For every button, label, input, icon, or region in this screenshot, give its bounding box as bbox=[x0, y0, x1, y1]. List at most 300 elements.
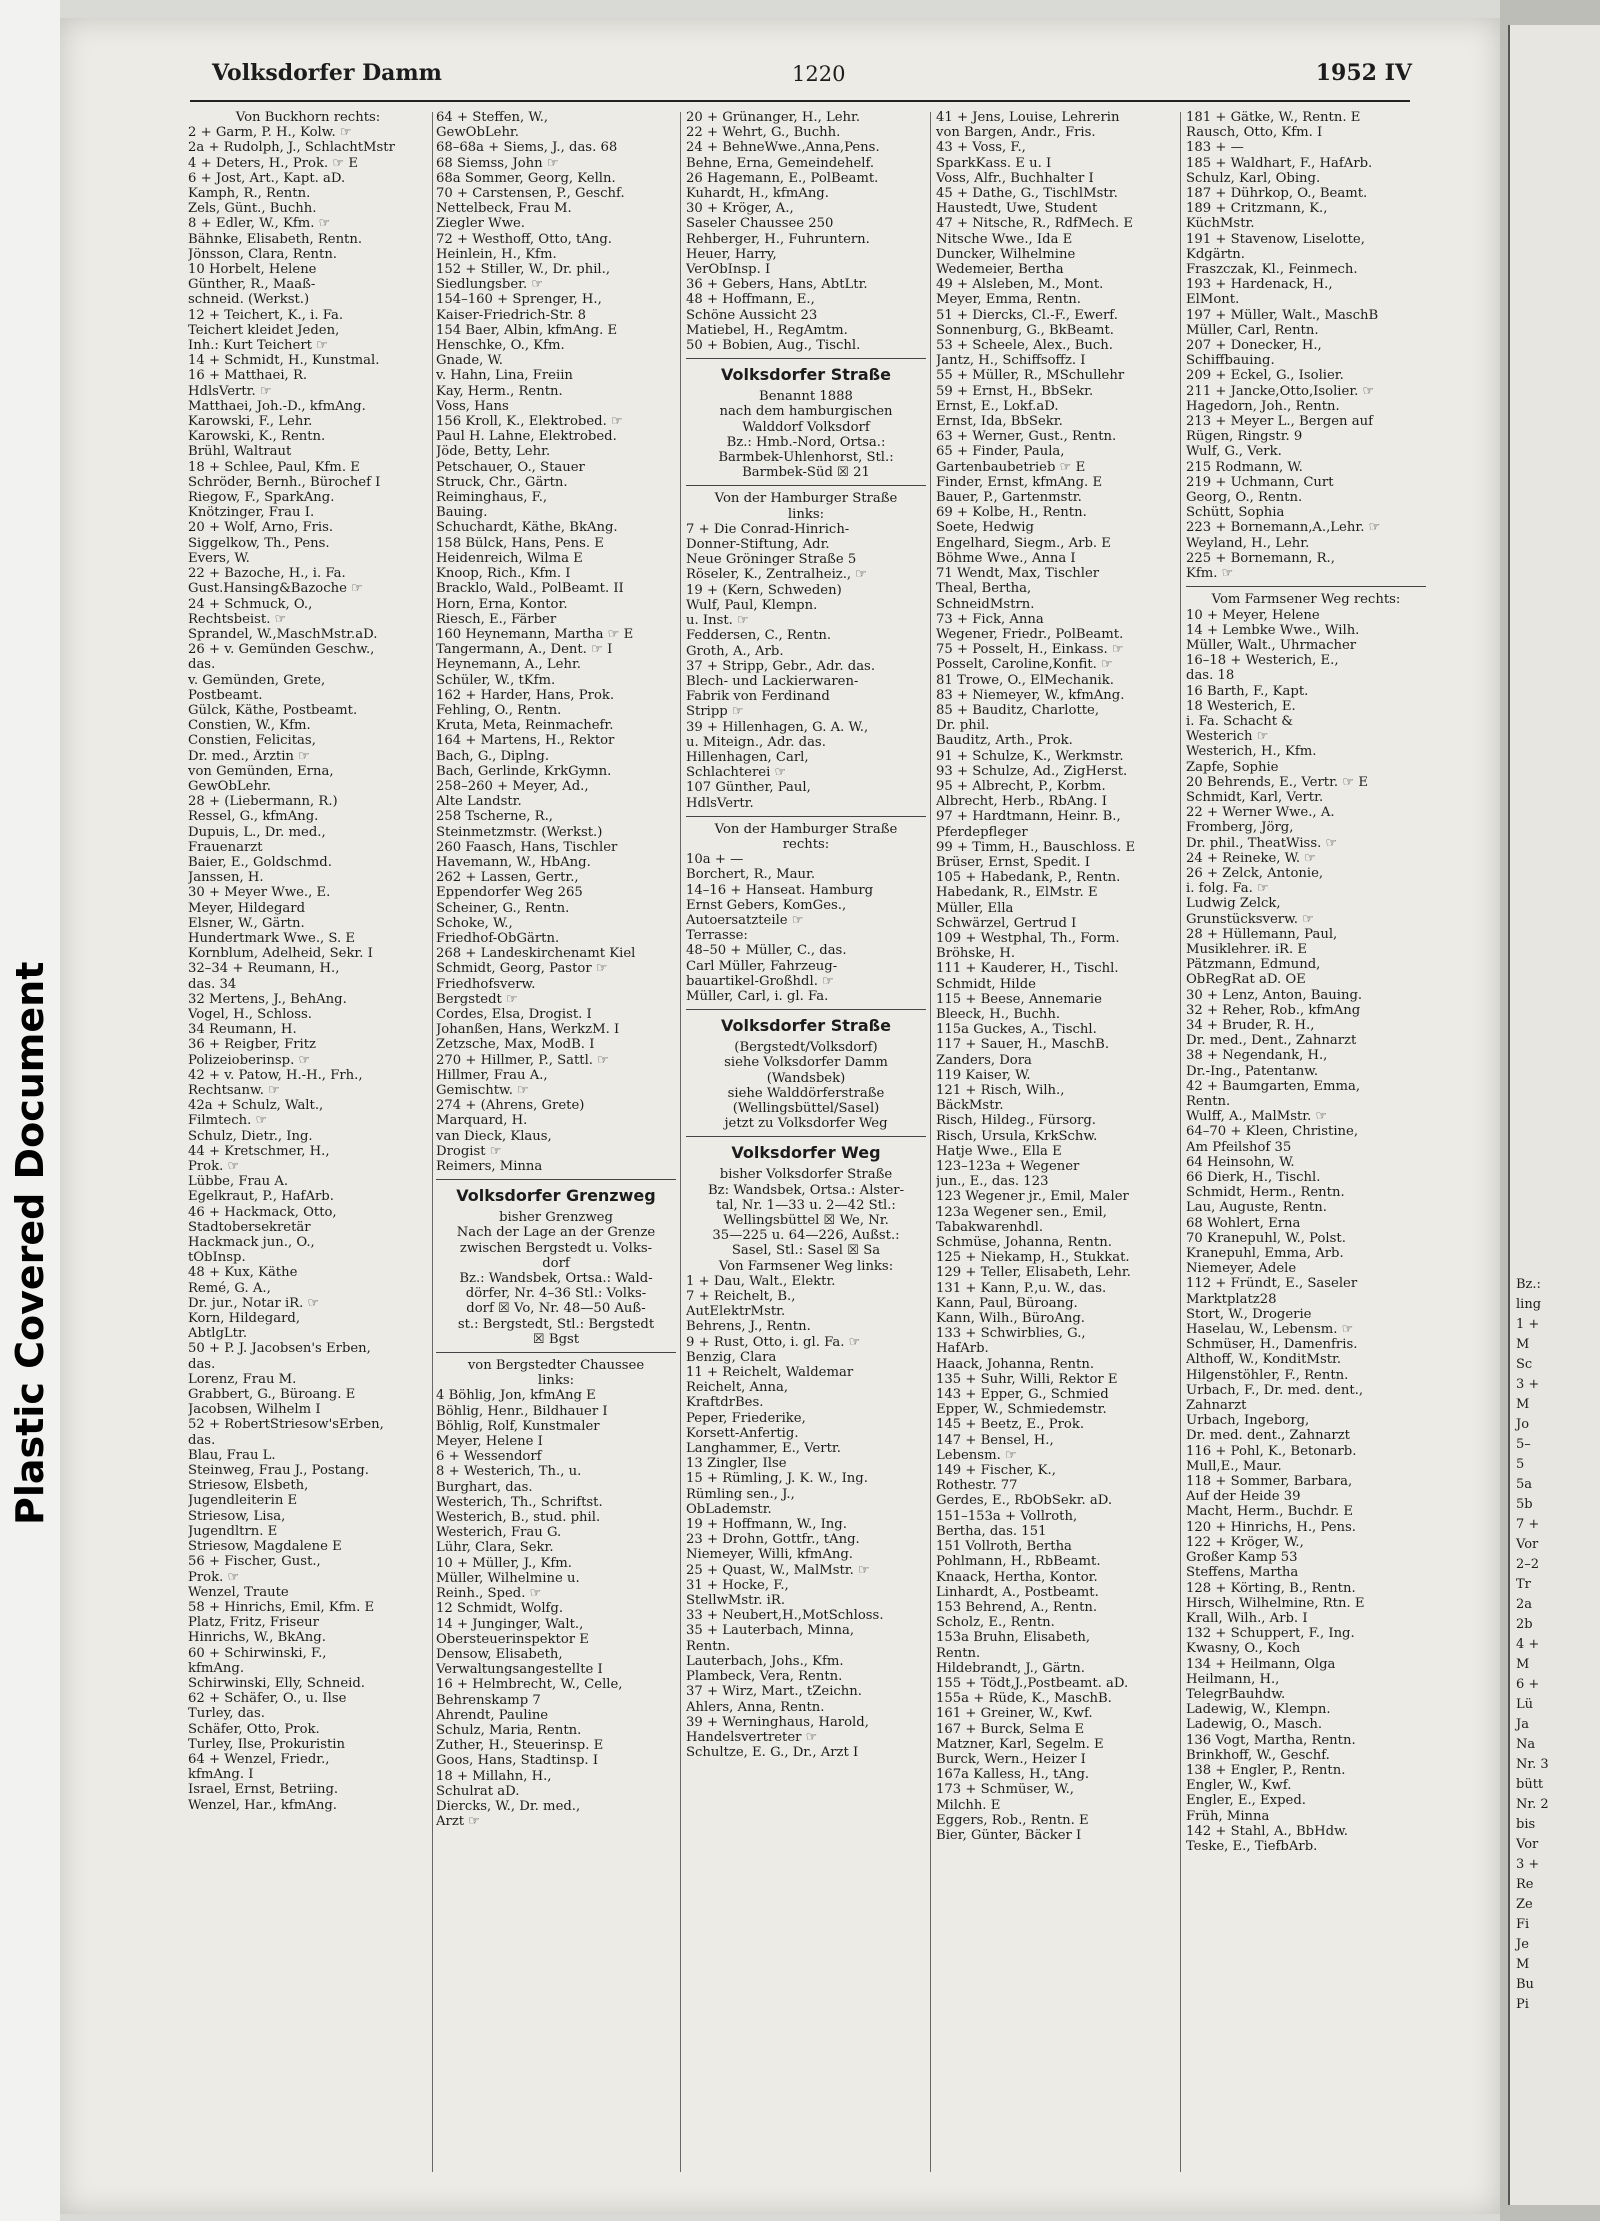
directory-entry: 64 + Wenzel, Friedr., bbox=[188, 1751, 330, 1767]
directory-entry: 134 + Heilmann, Olga bbox=[1186, 1656, 1336, 1672]
directory-entry: Remé, G. A., bbox=[188, 1280, 271, 1296]
directory-entry: 131 + Kann, P.,u. W., das. bbox=[936, 1280, 1107, 1296]
directory-entry: Voss, Hans bbox=[436, 398, 509, 414]
directory-entry: 85 + Bauditz, Charlotte, bbox=[936, 702, 1100, 718]
directory-entry: Gemischtw. ☞ bbox=[436, 1083, 529, 1098]
directory-entry: 2a + Rudolph, J., SchlachtMstr bbox=[188, 140, 395, 156]
directory-entry: 26 + v. Gemünden Geschw., bbox=[188, 642, 375, 658]
directory-entry: Dr. med., Dent., Zahnarzt bbox=[1186, 1033, 1357, 1049]
directory-entry: Gartenbaubetrieb ☞ E bbox=[936, 459, 1086, 475]
directory-entry: Engler, E., Exped. bbox=[1186, 1793, 1306, 1809]
directory-entry: 10 Horbelt, Helene bbox=[188, 262, 317, 278]
directory-entry: Schäfer, Otto, Prok. bbox=[188, 1721, 320, 1737]
street-note: nach dem hamburgischen bbox=[719, 404, 893, 420]
directory-entry: 152 + Stiller, W., Dr. phil., bbox=[436, 262, 611, 278]
directory-entry: HdlsVertr. bbox=[686, 795, 754, 811]
directory-entry: 48–50 + Müller, C., das. bbox=[686, 943, 847, 959]
directory-entry: Haustedt, Uwe, Student bbox=[936, 201, 1098, 217]
directory-entry: 135 + Suhr, Willi, Rektor E bbox=[936, 1371, 1118, 1387]
street-heading: Volksdorfer Straße bbox=[721, 365, 891, 385]
directory-entry: Musiklehrer. iR. E bbox=[1186, 941, 1307, 957]
directory-entry: 34 Reumann, H. bbox=[188, 1022, 297, 1038]
directory-entry: Ernst, Ida, BbSekr. bbox=[936, 414, 1063, 430]
directory-entry: 32 + Reher, Rob., kfmAng bbox=[1186, 1002, 1361, 1018]
directory-entry: van Dieck, Klaus, bbox=[436, 1128, 552, 1144]
directory-entry: 68a Sommer, Georg, Kelln. bbox=[436, 170, 616, 186]
directory-entry: 10a + — bbox=[686, 852, 744, 868]
directory-entry: Benzig, Clara bbox=[686, 1349, 777, 1365]
directory-entry: 11 + Reichelt, Waldemar bbox=[686, 1365, 854, 1381]
directory-entry: Matzner, Karl, Segelm. E bbox=[936, 1736, 1104, 1752]
street-note: Sasel, Stl.: Sasel ☒ Sa bbox=[731, 1243, 881, 1259]
directory-entry: Kann, Paul, Büroang. bbox=[936, 1295, 1078, 1311]
directory-entry: Heidenreich, Wilma E bbox=[436, 550, 583, 566]
directory-entry: v. Gemünden, Grete, bbox=[188, 672, 326, 688]
edge-fragment: Jo bbox=[1516, 1417, 1530, 1432]
directory-entry: Müller, Walt., Uhrmacher bbox=[1186, 637, 1357, 653]
directory-entry: Schmüser, H., Damenfris. bbox=[1186, 1337, 1358, 1353]
street-note: tal, Nr. 1—33 u. 2—42 Stl.: bbox=[716, 1197, 896, 1213]
directory-entry: kfmAng. I bbox=[188, 1767, 254, 1783]
directory-entry: 161 + Greiner, W., Kwf. bbox=[936, 1706, 1093, 1722]
directory-entry: Behrenskamp 7 bbox=[436, 1692, 541, 1708]
directory-entry: 215 Rodmann, W. bbox=[1186, 459, 1303, 475]
directory-entry: Schmüse, Johanna, Rentn. bbox=[936, 1235, 1112, 1251]
directory-entry: 136 Vogt, Martha, Rentn. bbox=[1186, 1732, 1356, 1748]
directory-entry: 193 + Hardenack, H., bbox=[1186, 277, 1333, 293]
directory-entry: Jugendltrn. E bbox=[188, 1523, 278, 1539]
directory-entry: Müller, Carl, i. gl. Fa. bbox=[686, 988, 829, 1004]
directory-entry: Marquard, H. bbox=[436, 1113, 528, 1129]
directory-entry: 122 + Kröger, W., bbox=[1186, 1534, 1304, 1550]
directory-entry: Schröder, Bernh., Bürochef I bbox=[188, 474, 381, 490]
directory-column-3 bbox=[686, 110, 926, 2170]
directory-entry: 112 + Fründt, E., Saseler bbox=[1186, 1276, 1358, 1292]
directory-entry: Autoersatzteile ☞ bbox=[686, 912, 804, 928]
directory-entry: Jönsson, Clara, Rentn. bbox=[188, 246, 338, 262]
directory-entry: Siggelkow, Th., Pens. bbox=[188, 535, 330, 551]
directory-entry: Ernst, E., Lokf.aD. bbox=[936, 398, 1059, 414]
edge-fragment: 5 bbox=[1516, 1457, 1525, 1472]
directory-entry: 24 + Reineke, W. ☞ bbox=[1186, 850, 1317, 866]
directory-entry: Friedhofsverw. bbox=[436, 976, 536, 992]
directory-entry: Krall, Wilh., Arb. I bbox=[1186, 1610, 1308, 1626]
directory-entry: Schiffbauing. bbox=[1186, 353, 1275, 369]
directory-entry: Knötzinger, Frau I. bbox=[188, 505, 315, 521]
street-note: bisher Volksdorfer Straße bbox=[719, 1167, 893, 1183]
directory-entry: 133 + Schwirblies, G., bbox=[936, 1326, 1086, 1342]
column-divider bbox=[1180, 112, 1181, 2172]
directory-entry: ElMont. bbox=[1186, 292, 1240, 308]
directory-entry: 116 + Pohl, K., Betonarb. bbox=[1186, 1443, 1357, 1459]
directory-entry: Meyer, Helene I bbox=[436, 1434, 543, 1450]
directory-entry: Schulz, Dietr., Ing. bbox=[188, 1128, 313, 1144]
directory-entry: 123a Wegener sen., Emil, bbox=[936, 1204, 1107, 1220]
directory-entry: 99 + Timm, H., Bauschloss. E bbox=[936, 839, 1136, 855]
directory-entry: ObRegRat aD. OE bbox=[1186, 972, 1306, 988]
directory-entry: ObLademstr. bbox=[686, 1501, 772, 1517]
directory-entry: Korsett-Anfertig. bbox=[686, 1425, 799, 1441]
directory-entry: Voss, Alfr., Buchhalter I bbox=[936, 170, 1094, 186]
edge-fragment: bis bbox=[1516, 1817, 1536, 1832]
directory-entry: 47 + Nitsche, R., RdfMech. E bbox=[936, 216, 1134, 232]
street-note: Bz.: Wandsbek, Ortsa.: Wald- bbox=[459, 1271, 653, 1287]
directory-entry: Alte Landstr. bbox=[436, 794, 522, 810]
directory-entry: 119 Kaiser, W. bbox=[936, 1067, 1031, 1083]
directory-entry: Heilmann, H., bbox=[1186, 1671, 1280, 1687]
directory-entry: GewObLehr. bbox=[436, 125, 519, 141]
street-note: bisher Grenzweg bbox=[499, 1210, 613, 1226]
directory-entry: Riegow, F., SparkAng. bbox=[188, 490, 335, 506]
directory-entry: Fromberg, Jörg, bbox=[1186, 820, 1294, 836]
directory-entry: Havemann, W., HbAng. bbox=[436, 854, 591, 870]
directory-entry: Johanßen, Hans, WerkzM. I bbox=[436, 1022, 620, 1038]
directory-entry: Goos, Hans, Stadtinsp. I bbox=[436, 1753, 599, 1769]
directory-entry: Duncker, Wilhelmine bbox=[936, 246, 1076, 262]
directory-entry: 262 + Lassen, Gertr., bbox=[436, 870, 579, 886]
directory-entry: 45 + Dathe, G., TischlMstr. bbox=[936, 186, 1118, 202]
edge-fragment: 5b bbox=[1516, 1497, 1533, 1512]
directory-entry: Epper, W., Schmiedemstr. bbox=[936, 1402, 1107, 1418]
directory-entry: 123–123a + Wegener bbox=[936, 1159, 1080, 1175]
directory-entry: 151 Vollroth, Bertha bbox=[936, 1539, 1072, 1555]
directory-entry: 185 + Waldhart, F., HafArb. bbox=[1186, 155, 1373, 171]
directory-entry: Ernst Gebers, KomGes., bbox=[686, 897, 847, 913]
directory-entry: Egelkraut, P., HafArb. bbox=[188, 1189, 334, 1205]
section-rule bbox=[686, 358, 926, 359]
directory-entry: Steinweg, Frau J., Postang. bbox=[188, 1463, 369, 1479]
edge-fragment: 5– bbox=[1516, 1437, 1531, 1452]
directory-entry: Kdgärtn. bbox=[1186, 246, 1245, 262]
directory-entry: Heuer, Harry, bbox=[686, 246, 777, 262]
directory-entry: Arzt ☞ bbox=[436, 1814, 481, 1830]
directory-entry: 225 + Bornemann, R., bbox=[1186, 550, 1335, 566]
directory-entry: 13 Zingler, Ilse bbox=[686, 1456, 787, 1472]
directory-entry: Hinrichs, W., BkAng. bbox=[188, 1630, 326, 1646]
street-note: Von Buckhorn rechts: bbox=[235, 110, 381, 125]
directory-entry: 95 + Albrecht, P., Korbm. bbox=[936, 778, 1106, 794]
directory-entry: SparkKass. E u. I bbox=[936, 155, 1052, 171]
directory-entry: Brühl, Waltraut bbox=[188, 444, 292, 460]
directory-entry: 6 + Wessendorf bbox=[436, 1449, 542, 1465]
directory-entry: StellwMstr. iR. bbox=[686, 1593, 786, 1609]
directory-entry: Pätzmann, Edmund, bbox=[1186, 957, 1321, 973]
directory-entry: Lühr, Clara, Sekr. bbox=[436, 1540, 554, 1556]
street-note: jetzt zu Volksdorfer Weg bbox=[724, 1116, 888, 1132]
directory-entry: Ahrendt, Pauline bbox=[436, 1707, 549, 1723]
directory-entry: Bauing. bbox=[436, 505, 488, 521]
directory-entry: Müller, Carl, Rentn. bbox=[1186, 322, 1319, 338]
street-note: dorf ☒ Vo, Nr. 48—50 Auß- bbox=[466, 1301, 646, 1317]
street-note: dorf bbox=[542, 1255, 570, 1271]
directory-entry: Auf der Heide 39 bbox=[1186, 1489, 1301, 1505]
directory-entry: Theal, Bertha, bbox=[936, 581, 1032, 597]
directory-entry: 117 + Sauer, H., MaschB. bbox=[936, 1037, 1110, 1053]
directory-entry: 36 + Gebers, Hans, AbtLtr. bbox=[686, 277, 868, 293]
directory-entry: 118 + Sommer, Barbara, bbox=[1186, 1474, 1353, 1490]
directory-entry: Bertha, das. 151 bbox=[936, 1523, 1047, 1539]
directory-entry: tObInsp. bbox=[188, 1250, 246, 1266]
directory-entry: Westerich, H., Kfm. bbox=[1186, 744, 1317, 760]
directory-entry: Rügen, Ringstr. 9 bbox=[1186, 429, 1303, 445]
directory-entry: Milchh. E bbox=[936, 1797, 1001, 1813]
directory-entry: 223 + Bornemann,A.,Lehr. ☞ bbox=[1186, 520, 1381, 536]
directory-entry: Kaiser-Friedrich-Str. 8 bbox=[436, 307, 586, 323]
directory-entry: 19 + Hoffmann, W., Ing. bbox=[686, 1517, 847, 1533]
directory-entry: 153a Bruhn, Elisabeth, bbox=[936, 1630, 1091, 1646]
directory-entry: 270 + Hillmer, P., Sattl. ☞ bbox=[436, 1052, 609, 1068]
directory-entry: Böhme Wwe., Anna I bbox=[936, 550, 1076, 566]
column-divider bbox=[432, 112, 433, 2172]
directory-entry: 207 + Donecker, H., bbox=[1186, 338, 1322, 354]
edge-fragment: Ze bbox=[1516, 1897, 1533, 1912]
directory-entry: Schultze, E. G., Dr., Arzt I bbox=[686, 1745, 859, 1761]
street-note: Wellingsbüttel ☒ We, Nr. bbox=[723, 1213, 889, 1228]
column-divider bbox=[930, 112, 931, 2172]
directory-entry: Schwärzel, Gertrud I bbox=[936, 915, 1077, 931]
section-rule bbox=[686, 485, 926, 486]
directory-entry: Bach, G., Diplng. bbox=[436, 748, 550, 764]
directory-entry: 22 + Werner Wwe., A. bbox=[1186, 805, 1335, 821]
section-rule bbox=[436, 1352, 676, 1353]
street-note: Bz.: Hmb.-Nord, Ortsa.: bbox=[726, 434, 886, 450]
directory-entry: Hatje Wwe., Ella E bbox=[936, 1143, 1062, 1159]
directory-entry: 34 + Bruder, R. H., bbox=[1186, 1017, 1315, 1033]
directory-entry: das. bbox=[188, 1432, 216, 1448]
street-note: von Bergstedter Chaussee bbox=[467, 1358, 645, 1374]
edge-fragment: 3 + bbox=[1516, 1377, 1540, 1392]
directory-entry: Teichert kleidet Jeden, bbox=[188, 322, 340, 338]
directory-entry: bauartikel-Großhdl. ☞ bbox=[686, 973, 834, 989]
directory-entry: 162 + Harder, Hans, Prok. bbox=[436, 687, 615, 703]
directory-entry: Donner-Stiftung, Adr. bbox=[686, 537, 830, 553]
directory-entry: HdlsVertr. ☞ bbox=[188, 383, 272, 399]
directory-entry: Habedank, R., ElMstr. E bbox=[936, 885, 1098, 901]
directory-entry: Jöde, Betty, Lehr. bbox=[436, 444, 551, 460]
street-note: siehe Volksdorfer Damm bbox=[724, 1055, 888, 1071]
directory-entry: Reinh., Sped. ☞ bbox=[436, 1586, 542, 1602]
directory-entry: Dr. phil. bbox=[936, 718, 990, 734]
directory-entry: Kay, Herm., Rentn. bbox=[436, 383, 563, 399]
directory-entry: Bröhske, H. bbox=[936, 946, 1016, 962]
directory-entry: KüchMstr. bbox=[1186, 216, 1255, 232]
directory-entry: 46 + Hackmack, Otto, bbox=[188, 1204, 337, 1220]
directory-entry: 154 Baer, Albin, kfmAng. E bbox=[436, 322, 618, 338]
directory-entry: Risch, Hildeg., Fürsorg. bbox=[936, 1113, 1096, 1129]
directory-entry: Niemeyer, Willi, kfmAng. bbox=[686, 1547, 853, 1563]
directory-entry: Schmidt, Karl, Vertr. bbox=[1186, 789, 1324, 805]
directory-entry: BäckMstr. bbox=[936, 1098, 1004, 1114]
directory-entry: Korn, Hildegard, bbox=[188, 1311, 301, 1327]
directory-column-1 bbox=[188, 110, 428, 2170]
directory-entry: 20 + Wolf, Arno, Fris. bbox=[188, 520, 334, 536]
directory-entry: Behne, Erna, Gemeindehelf. bbox=[686, 155, 875, 171]
directory-entry: 9 + Rust, Otto, i. gl. Fa. ☞ bbox=[686, 1334, 861, 1350]
directory-entry: 35 + Lauterbach, Minna, bbox=[686, 1623, 855, 1639]
directory-entry: jun., E., das. 123 bbox=[936, 1174, 1049, 1190]
directory-entry: 20 Behrends, E., Vertr. ☞ E bbox=[1186, 774, 1368, 790]
directory-entry: Rentn. bbox=[686, 1638, 731, 1654]
directory-entry: Lau, Auguste, Rentn. bbox=[1186, 1200, 1327, 1216]
edge-fragment: 2b bbox=[1516, 1617, 1533, 1632]
directory-entry: 32 Mertens, J., BehAng. bbox=[188, 991, 347, 1007]
directory-entry: Peper, Friederike, bbox=[686, 1410, 806, 1426]
directory-entry: 7 + Die Conrad-Hinrich- bbox=[686, 521, 850, 537]
directory-entry: 132 + Schuppert, F., Ing. bbox=[1186, 1626, 1355, 1642]
directory-entry: 22 + Bazoche, H., i. Fa. bbox=[188, 566, 346, 582]
directory-entry: Fabrik von Ferdinand bbox=[686, 689, 830, 705]
directory-entry: 33 + Neubert,H.,MotSchloss. bbox=[686, 1608, 884, 1624]
directory-entry: Rümling sen., J., bbox=[686, 1486, 795, 1502]
directory-entry: Friedhof-ObGärtn. bbox=[436, 930, 560, 946]
directory-entry: Postbeamt. bbox=[188, 687, 263, 703]
directory-entry: 111 + Kauderer, H., Tischl. bbox=[936, 961, 1119, 977]
directory-entry: 66 Dierk, H., Tischl. bbox=[1186, 1170, 1321, 1186]
directory-entry: Evers, W. bbox=[188, 550, 250, 566]
street-note: Benannt 1888 bbox=[759, 389, 853, 405]
edge-fragment: 7 + bbox=[1516, 1517, 1540, 1532]
directory-entry: Ahlers, Anna, Rentn. bbox=[686, 1699, 825, 1715]
directory-entry: 145 + Beetz, E., Prok. bbox=[936, 1417, 1085, 1433]
directory-entry: Schlachterei ☞ bbox=[686, 765, 787, 781]
directory-entry: 12 + Teichert, K., i. Fa. bbox=[188, 307, 344, 323]
directory-entry: 24 + BehneWwe.,Anna,Pens. bbox=[686, 140, 880, 156]
directory-entry: Blau, Frau L. bbox=[188, 1447, 276, 1463]
directory-entry: Ladewig, O., Masch. bbox=[1186, 1717, 1323, 1733]
directory-entry: 154–160 + Sprenger, H., bbox=[436, 292, 602, 308]
street-heading: Volksdorfer Weg bbox=[731, 1143, 881, 1163]
directory-entry: 30 + Lenz, Anton, Bauing. bbox=[1186, 987, 1363, 1003]
directory-entry: Saseler Chaussee 250 bbox=[686, 216, 834, 232]
directory-entry: das. 34 bbox=[188, 976, 237, 992]
directory-entry: 120 + Hinrichs, H., Pens. bbox=[1186, 1519, 1356, 1535]
directory-entry: 43 + Voss, F., bbox=[936, 140, 1026, 156]
directory-entry: 32–34 + Reumann, H., bbox=[188, 961, 340, 977]
street-note: Bz: Wandsbek, Ortsa.: Alster- bbox=[707, 1182, 905, 1198]
directory-entry: Matiebel, H., RegAmtm. bbox=[686, 322, 848, 338]
directory-entry: GewObLehr. bbox=[188, 778, 271, 794]
directory-entry: Schulz, Karl, Obing. bbox=[1186, 170, 1321, 186]
directory-entry: 64–70 + Kleen, Christine, bbox=[1186, 1124, 1359, 1140]
directory-entry: 28 + Hüllemann, Paul, bbox=[1186, 926, 1338, 942]
directory-entry: Reichelt, Anna, bbox=[686, 1380, 789, 1396]
directory-entry: Risch, Ursula, KrkSchw. bbox=[936, 1128, 1098, 1144]
directory-entry: Karowski, K., Rentn. bbox=[188, 429, 326, 445]
directory-entry: Ladewig, W., Klempn. bbox=[1186, 1702, 1331, 1718]
directory-entry: Lübbe, Frau A. bbox=[188, 1174, 289, 1190]
street-note: ☒ Bgst bbox=[532, 1331, 580, 1347]
directory-entry: 12 Schmidt, Wolfg. bbox=[436, 1601, 564, 1617]
street-note: Vom Farmsener Weg rechts: bbox=[1211, 592, 1401, 608]
directory-entry: Bergstedt ☞ bbox=[436, 991, 518, 1007]
directory-entry: Constien, Felicitas, bbox=[188, 733, 316, 749]
directory-entry: das. 18 bbox=[1186, 668, 1235, 684]
directory-entry: Densow, Elisabeth, bbox=[436, 1646, 563, 1662]
directory-entry: Zuther, H., Steuerinsp. E bbox=[436, 1738, 604, 1754]
directory-entry: Bleeck, H., Buchh. bbox=[936, 1006, 1061, 1022]
directory-entry: Inh.: Kurt Teichert ☞ bbox=[188, 338, 328, 354]
directory-entry: 51 + Diercks, Cl.-F., Ewerf. bbox=[936, 307, 1118, 323]
directory-entry: Engler, W., Kwf. bbox=[1186, 1778, 1292, 1794]
directory-entry: TelegrBauhdw. bbox=[1186, 1686, 1286, 1702]
directory-entry: 164 + Martens, H., Rektor bbox=[436, 733, 615, 749]
directory-entry: Schmidt, Herm., Rentn. bbox=[1186, 1185, 1345, 1201]
directory-entry: Wegener, Friedr., PolBeamt. bbox=[936, 626, 1124, 642]
directory-entry: Henschke, O., Kfm. bbox=[436, 338, 565, 354]
directory-entry: Posselt, Caroline,Konfit. ☞ bbox=[936, 657, 1113, 673]
edge-fragment: Na bbox=[1516, 1737, 1536, 1752]
directory-entry: 14–16 + Hanseat. Hamburg bbox=[686, 882, 874, 898]
directory-column-4 bbox=[936, 110, 1176, 2170]
directory-entry: Wulf, Paul, Klempn. bbox=[686, 597, 818, 613]
page-header bbox=[212, 60, 1412, 94]
directory-entry: Prok. ☞ bbox=[188, 1569, 240, 1585]
directory-entry: 197 + Müller, Walt., MaschB bbox=[1186, 307, 1379, 323]
directory-entry: Kfm. ☞ bbox=[1186, 566, 1234, 582]
directory-entry: 91 + Schulze, K., Werkmstr. bbox=[936, 748, 1124, 764]
edge-fragment: 2a bbox=[1516, 1597, 1533, 1612]
directory-entry: 268 + Landeskirchenamt Kiel bbox=[436, 946, 636, 962]
directory-entry: Scheiner, G., Rentn. bbox=[436, 900, 570, 916]
edge-fragment: Tr bbox=[1516, 1577, 1531, 1592]
directory-entry: 155 + Tödt,J.,Postbeamt. aD. bbox=[936, 1675, 1129, 1691]
directory-entry: 37 + Stripp, Gebr., Adr. das. bbox=[686, 658, 876, 674]
directory-entry: 191 + Stavenow, Liselotte, bbox=[1186, 231, 1365, 247]
directory-column-2 bbox=[436, 110, 676, 2170]
directory-entry: AutElektrMstr. bbox=[686, 1304, 786, 1320]
street-note: Walddorf Volksdorf bbox=[742, 419, 870, 435]
directory-entry: Fraszczak, Kl., Feinmech. bbox=[1186, 262, 1358, 278]
street-note: Von der Hamburger Straße bbox=[714, 821, 898, 837]
directory-entry: HafArb. bbox=[936, 1341, 989, 1357]
directory-entry: Bach, Gerlinde, KrkGymn. bbox=[436, 763, 612, 779]
directory-entry: Früh, Minna bbox=[1186, 1808, 1270, 1824]
directory-entry: 20 + Grünanger, H., Lehr. bbox=[686, 110, 861, 125]
directory-entry: 39 + Hillenhagen, G. A. W., bbox=[686, 719, 869, 735]
directory-entry: 2 + Garm, P. H., Kolw. ☞ bbox=[188, 125, 352, 141]
directory-entry: Drogist ☞ bbox=[436, 1143, 502, 1159]
directory-entry: kfmAng. bbox=[188, 1660, 245, 1676]
directory-entry: Rausch, Otto, Kfm. I bbox=[1186, 125, 1323, 141]
directory-entry: 50 + Bobien, Aug., Tischl. bbox=[686, 338, 861, 354]
adjacent-page-fragments bbox=[1516, 1275, 1549, 2015]
directory-entry: Fehling, O., Rentn. bbox=[436, 702, 562, 718]
edge-fragment: M bbox=[1516, 1397, 1530, 1412]
directory-entry: Gust.Hansing&Bazoche ☞ bbox=[188, 581, 363, 597]
directory-entry: Wedemeier, Bertha bbox=[936, 262, 1064, 278]
directory-entry: Brüser, Ernst, Spedit. I bbox=[936, 854, 1091, 870]
directory-entry: Stort, W., Drogerie bbox=[1186, 1306, 1312, 1322]
directory-entry: Zahnarzt bbox=[1186, 1398, 1247, 1414]
directory-entry: 68–68a + Siems, J., das. 68 bbox=[436, 140, 618, 156]
directory-entry: 213 + Meyer L., Bergen auf bbox=[1186, 414, 1373, 430]
directory-entry: 56 + Fischer, Gust., bbox=[188, 1554, 321, 1570]
directory-entry: Behrens, J., Rentn. bbox=[686, 1319, 811, 1335]
directory-entry: Teske, E., TiefbArb. bbox=[1186, 1838, 1318, 1854]
directory-entry: Neue Gröninger Straße 5 bbox=[686, 552, 857, 568]
directory-entry: Hillenhagen, Carl, bbox=[686, 749, 809, 765]
directory-entry: 16 + Helmbrecht, W., Celle, bbox=[436, 1677, 623, 1693]
directory-entry: Scholz, E., Rentn. bbox=[936, 1615, 1055, 1631]
directory-column-5 bbox=[1186, 110, 1426, 2170]
directory-entry: Dr. jur., Notar iR. ☞ bbox=[188, 1295, 320, 1311]
directory-entry: 209 + Eckel, G., Isolier. bbox=[1186, 368, 1344, 384]
directory-entry: 75 + Posselt, H., Einkass. ☞ bbox=[936, 642, 1124, 658]
directory-entry: 129 + Teller, Elisabeth, Lehr. bbox=[936, 1265, 1131, 1281]
section-rule bbox=[686, 1009, 926, 1010]
directory-entry: Baier, E., Goldschmd. bbox=[188, 854, 332, 870]
directory-entry: 71 Wendt, Max, Tischler bbox=[936, 566, 1100, 582]
